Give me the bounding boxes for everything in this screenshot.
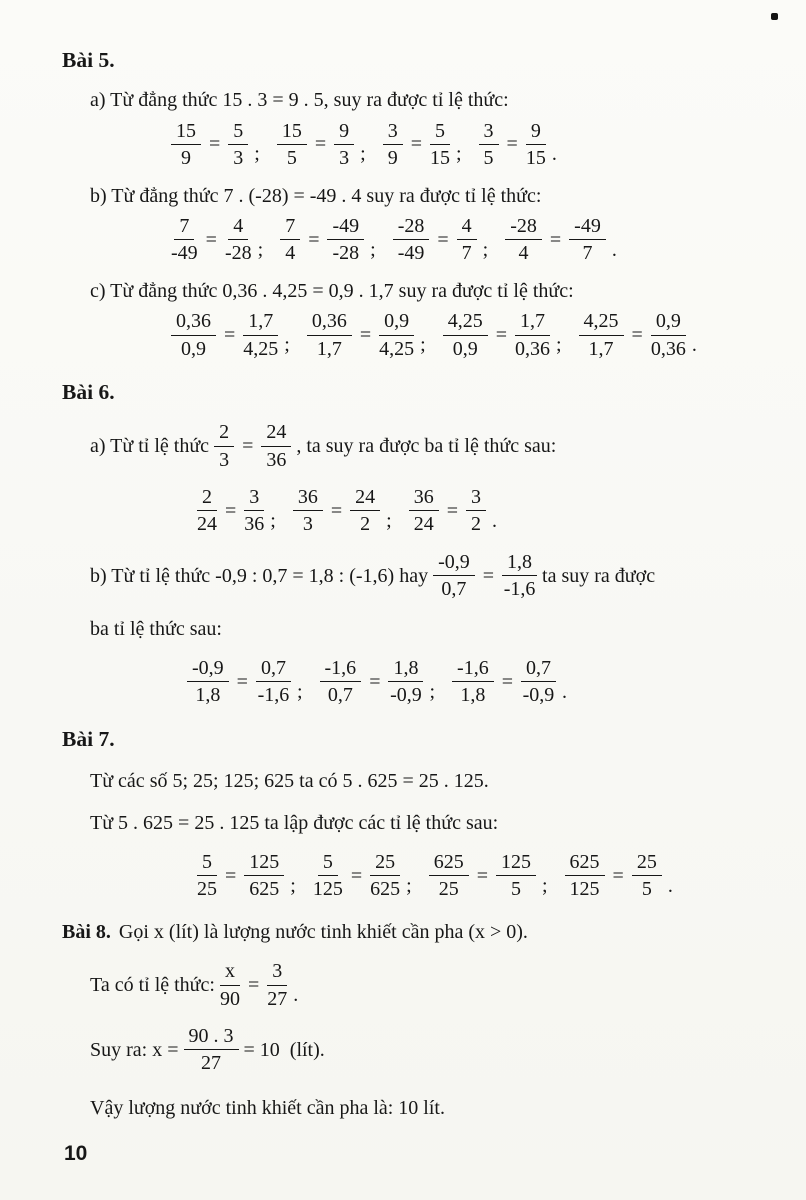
fraction — [383, 120, 403, 170]
numerator: 1,7 — [515, 310, 550, 335]
part-line-6b — [90, 551, 762, 601]
denominator: 3 — [339, 147, 350, 170]
denominator: 36 — [244, 513, 265, 536]
proportion-pair — [166, 120, 272, 170]
exercise-title-bai6: Bài 6. — [62, 379, 115, 404]
numerator: -28 — [505, 215, 542, 240]
numerator: 24 — [350, 486, 380, 511]
equals-sign: = — [506, 133, 518, 156]
fraction — [443, 310, 488, 360]
proportion-pair — [574, 310, 709, 360]
denominator: 125 — [312, 878, 343, 901]
denominator: 7 — [461, 242, 472, 265]
fraction — [171, 120, 201, 170]
denominator: -49 — [397, 242, 425, 265]
separator: ; — [455, 143, 462, 166]
equals-sign: = — [369, 670, 381, 693]
proportion-pair — [424, 851, 560, 901]
proportion-pair — [404, 486, 509, 536]
proportion-pair — [447, 657, 579, 707]
fraction — [197, 486, 217, 536]
text: a) Từ tỉ lệ thức — [90, 434, 210, 457]
separator: . — [491, 509, 497, 532]
numerator: -0,9 — [433, 551, 475, 576]
denominator: 9 — [387, 147, 398, 170]
equals-sign: = — [631, 323, 643, 346]
denominator: 5 — [483, 147, 494, 170]
denominator: 625 — [370, 878, 401, 901]
text-line: Từ các số 5; 25; 125; 625 ta có 5 . 625 = 25 . 125. — [90, 770, 489, 793]
proportion-row-5b — [166, 215, 762, 265]
numerator: 0,36 — [171, 310, 216, 335]
fraction — [496, 851, 536, 901]
denominator: 1,8 — [195, 684, 221, 707]
numerator: -1,6 — [320, 657, 362, 682]
equals-sign: = — [225, 499, 237, 522]
numerator: 3 — [383, 120, 403, 145]
numerator: 4 — [228, 215, 248, 240]
text: Suy ra: x = — [90, 1038, 179, 1061]
denominator: 27 — [267, 987, 288, 1010]
numerator: 15 — [171, 120, 201, 145]
print-artifact-dot — [771, 13, 778, 20]
equals-sign: = — [410, 133, 422, 156]
denominator: 9 — [181, 147, 191, 170]
fraction — [293, 486, 323, 536]
denominator: 0,36 — [650, 337, 686, 360]
fraction — [452, 657, 494, 707]
denominator: 4 — [285, 242, 296, 265]
denominator: -28 — [224, 242, 252, 265]
proportion-row-6a — [192, 486, 762, 536]
fraction — [521, 657, 556, 707]
equals-sign: = — [247, 973, 260, 996]
fraction — [244, 851, 284, 901]
line-8-proportion — [90, 960, 762, 1010]
denominator: 4 — [518, 242, 529, 265]
denominator: 1,8 — [460, 684, 486, 707]
numerator: 0,36 — [307, 310, 352, 335]
separator: ; — [296, 680, 303, 703]
exercise-title-bai8: Bài 8. — [62, 920, 111, 943]
separator: ; — [386, 509, 392, 532]
numerator: -49 — [327, 215, 364, 240]
text-line: Vậy lượng nước tinh khiết cần pha là: 10 lít. — [90, 1096, 445, 1119]
fraction — [479, 120, 499, 170]
fraction — [225, 215, 252, 265]
denominator: 15 — [525, 147, 546, 170]
numerator: 125 — [244, 851, 284, 876]
fraction — [327, 215, 364, 265]
equals-sign: = — [330, 499, 343, 522]
text-line: Từ 5 . 625 = 25 . 125 ta lập được các tỉ lệ thức sau: — [90, 811, 499, 834]
fraction — [457, 215, 477, 265]
denominator: 90 — [219, 987, 240, 1010]
denominator: 4,25 — [243, 337, 279, 360]
separator: ; — [290, 874, 296, 897]
exercise-title-bai7: Bài 7. — [62, 726, 115, 751]
denominator: 4,25 — [379, 337, 415, 360]
denominator: -0,9 — [522, 684, 555, 707]
fraction — [430, 120, 450, 170]
proportion-pair — [192, 851, 308, 901]
part-line-8-intro — [62, 919, 762, 945]
inline-proportion — [215, 960, 292, 1010]
denominator: 1,7 — [316, 337, 342, 360]
text: = 10 (lít). — [243, 1038, 325, 1061]
fraction — [244, 486, 264, 536]
fraction — [243, 310, 278, 360]
numerator: 15 — [277, 120, 307, 145]
equals-sign: = — [359, 323, 372, 346]
fraction — [261, 421, 291, 471]
numerator: 3 — [244, 486, 264, 511]
denominator: 36 — [266, 448, 287, 471]
numerator: 36 — [409, 486, 439, 511]
proportion-pair — [560, 851, 685, 901]
fraction — [565, 851, 605, 901]
part-label-5c: c) Từ đẳng thức 0,36 . 4,25 = 0,9 . 1,7 suy ra được tỉ lệ thức: — [90, 279, 574, 302]
separator: . — [691, 333, 697, 356]
separator: ; — [270, 509, 276, 532]
page-number: 10 — [64, 1142, 88, 1166]
separator: ; — [406, 874, 412, 897]
denominator: 2 — [470, 513, 481, 536]
separator: . — [561, 680, 567, 703]
denominator: 5 — [286, 147, 297, 170]
numerator: 625 — [429, 851, 469, 876]
denominator: 15 — [429, 147, 450, 170]
proportion-pair — [315, 657, 448, 707]
fraction — [393, 215, 430, 265]
fraction — [280, 215, 300, 265]
numerator: 5 — [197, 851, 217, 876]
fraction — [505, 215, 542, 265]
fraction — [515, 310, 550, 360]
denominator: 125 — [569, 878, 600, 901]
fraction — [171, 310, 216, 360]
fraction — [320, 657, 362, 707]
denominator: 0,36 — [514, 337, 550, 360]
fraction — [370, 851, 400, 901]
equals-sign: = — [350, 864, 363, 887]
part-label-5a: a) Từ đẳng thức 15 . 3 = 9 . 5, suy ra được tỉ lệ thức: — [90, 89, 509, 112]
equals-sign: = — [224, 323, 236, 346]
denominator: 27 — [201, 1052, 221, 1075]
numerator: -28 — [393, 215, 430, 240]
denominator: 625 — [249, 878, 280, 901]
numerator: 3 — [267, 960, 287, 985]
inline-proportion — [209, 421, 296, 471]
fraction — [569, 215, 606, 265]
numerator: 3 — [479, 120, 499, 145]
fraction — [334, 120, 354, 170]
numerator: 9 — [334, 120, 354, 145]
proportion-pair — [192, 486, 288, 536]
fraction — [651, 310, 686, 360]
proportion-row-5a — [166, 120, 762, 170]
numerator: 36 — [293, 486, 323, 511]
text: ta suy ra được — [542, 564, 656, 587]
text: , ta suy ra được ba tỉ lệ thức sau: — [296, 434, 557, 457]
proportion-pair — [500, 215, 629, 265]
fraction — [228, 120, 248, 170]
numerator: 25 — [632, 851, 662, 876]
fraction — [579, 310, 624, 360]
line-8-result — [90, 1025, 762, 1075]
equals-sign: = — [205, 228, 217, 251]
separator: . — [611, 238, 617, 261]
equals-sign: = — [225, 864, 237, 887]
fraction — [350, 486, 380, 536]
denominator: 5 — [510, 878, 521, 901]
denominator: 25 — [438, 878, 459, 901]
numerator: 0,9 — [379, 310, 414, 335]
fraction — [184, 1025, 239, 1075]
numerator: 625 — [565, 851, 605, 876]
numerator: x — [220, 960, 240, 985]
denominator: -0,9 — [390, 684, 422, 707]
fraction — [632, 851, 662, 901]
fraction — [267, 960, 287, 1010]
part-label-5b: b) Từ đẳng thức 7 . (-28) = -49 . 4 suy ra được tỉ lệ thức: — [90, 184, 542, 207]
proportion-row-7 — [192, 851, 762, 901]
equals-sign: = — [501, 670, 513, 693]
numerator: 3 — [466, 486, 486, 511]
equals-sign: = — [308, 228, 320, 251]
numerator: 5 — [318, 851, 338, 876]
numerator: 0,7 — [521, 657, 556, 682]
numerator: 4 — [457, 215, 477, 240]
proportion-pair — [474, 120, 569, 170]
numerator: 1,7 — [243, 310, 278, 335]
denominator: 7 — [582, 242, 593, 265]
proportion-pair — [308, 851, 424, 901]
denominator: 5 — [641, 878, 652, 901]
equals-sign: = — [612, 864, 624, 887]
numerator: -1,6 — [452, 657, 494, 682]
numerator: 24 — [261, 421, 291, 446]
separator: ; — [257, 238, 264, 261]
proportion-pair — [378, 120, 474, 170]
separator: ; — [420, 333, 426, 356]
numerator: 2 — [214, 421, 234, 446]
denominator: 0,7 — [441, 578, 467, 601]
period: . — [293, 983, 299, 1006]
proportion-pair — [438, 310, 574, 360]
numerator: 7 — [174, 215, 194, 240]
text: Ta có tỉ lệ thức: — [90, 973, 215, 996]
numerator: 0,7 — [256, 657, 291, 682]
proportion-pair — [288, 486, 404, 536]
equals-sign: = — [476, 864, 488, 887]
numerator: 90 . 3 — [184, 1025, 239, 1050]
equals-sign: = — [236, 670, 248, 693]
numerator: 5 — [430, 120, 450, 145]
denominator: 24 — [197, 513, 217, 536]
fraction — [220, 960, 240, 1010]
equals-sign: = — [242, 434, 254, 457]
separator: . — [551, 143, 557, 166]
proportion-pair — [388, 215, 501, 265]
numerator: 125 — [496, 851, 536, 876]
denominator: 3 — [302, 513, 313, 536]
equals-sign: = — [446, 499, 458, 522]
numerator: 4,25 — [443, 310, 488, 335]
equals-sign: = — [209, 133, 221, 156]
fraction — [526, 120, 546, 170]
fraction — [409, 486, 439, 536]
proportion-pair — [272, 120, 378, 170]
numerator: 2 — [197, 486, 217, 511]
proportion-pair — [182, 657, 315, 707]
denominator: -49 — [171, 242, 198, 265]
numerator: 0,9 — [651, 310, 686, 335]
fraction — [466, 486, 486, 536]
fraction — [187, 657, 229, 707]
denominator: 3 — [219, 448, 230, 471]
fraction — [433, 551, 475, 601]
proportion-pair — [166, 215, 275, 265]
numerator: 1,8 — [502, 551, 537, 576]
separator: ; — [370, 238, 376, 261]
numerator: -49 — [569, 215, 606, 240]
fraction — [502, 551, 537, 601]
numerator: 25 — [370, 851, 400, 876]
denominator: -1,6 — [503, 578, 536, 601]
fraction — [379, 310, 414, 360]
separator: ; — [284, 333, 290, 356]
separator: ; — [555, 333, 562, 356]
fraction — [429, 851, 469, 901]
numerator: -0,9 — [187, 657, 229, 682]
separator: ; — [254, 143, 260, 166]
fraction — [313, 851, 343, 901]
proportion-pair — [275, 215, 388, 265]
equals-sign: = — [549, 228, 562, 251]
equals-sign: = — [314, 133, 327, 156]
part-line-6a — [90, 421, 762, 471]
denominator: 0,9 — [181, 337, 206, 360]
denominator: 1,7 — [588, 337, 614, 360]
separator: ; — [429, 680, 436, 703]
text: Gọi x (lít) là lượng nước tinh khiết cần pha (x > 0). — [118, 920, 528, 943]
denominator: 3 — [233, 147, 244, 170]
equals-sign: = — [482, 564, 495, 587]
denominator: 2 — [360, 513, 371, 536]
text: b) Từ tỉ lệ thức -0,9 : 0,7 = 1,8 : (-1,6) hay — [90, 564, 429, 587]
proportion-pair — [166, 310, 302, 360]
numerator: 5 — [228, 120, 248, 145]
fraction — [277, 120, 307, 170]
numerator: 1,8 — [388, 657, 423, 682]
equals-sign: = — [437, 228, 449, 251]
fraction — [307, 310, 352, 360]
numerator: 4,25 — [579, 310, 624, 335]
numerator: 9 — [526, 120, 546, 145]
fraction — [171, 215, 198, 265]
separator: . — [667, 874, 673, 897]
denominator: -1,6 — [257, 684, 290, 707]
proportion-row-5c — [166, 310, 762, 360]
separator: ; — [482, 238, 489, 261]
denominator: 0,7 — [327, 684, 353, 707]
fraction — [256, 657, 291, 707]
proportion-pair — [302, 310, 438, 360]
denominator: 0,9 — [452, 337, 478, 360]
fraction — [214, 421, 234, 471]
denominator: -28 — [332, 242, 360, 265]
numerator: 7 — [280, 215, 300, 240]
separator: ; — [541, 874, 548, 897]
inline-proportion — [428, 551, 542, 601]
exercise-title-bai5: Bài 5. — [62, 48, 115, 72]
proportion-row-6b — [182, 657, 762, 707]
fraction — [197, 851, 217, 901]
equals-sign: = — [495, 323, 507, 346]
separator: ; — [360, 143, 366, 166]
denominator: 25 — [197, 878, 217, 901]
denominator: 24 — [413, 513, 434, 536]
text-line: ba tỉ lệ thức sau: — [90, 617, 222, 640]
fraction — [388, 657, 423, 707]
